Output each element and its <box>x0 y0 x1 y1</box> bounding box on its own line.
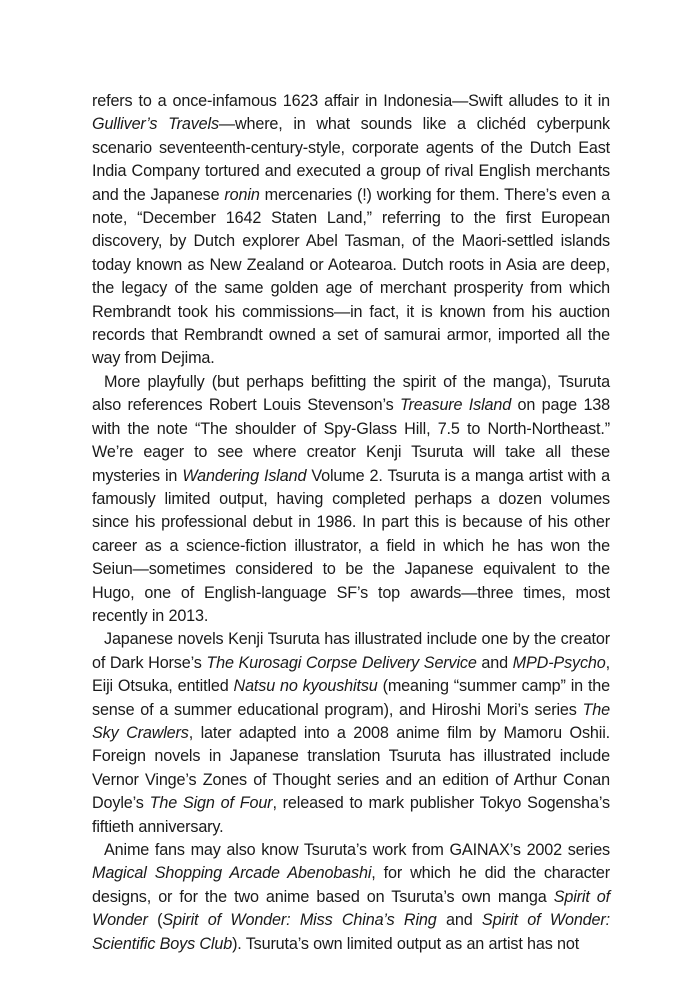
book-title: Wandering Island <box>182 466 307 485</box>
text-segment: , Eiji Otsuka, entitled <box>92 653 610 696</box>
book-title: The Sign of Four <box>149 794 273 813</box>
book-title: Treasure Island <box>400 396 512 415</box>
text-segment: refers to a once-infamous 1623 affair in Indonesia—Swift alludes to it in <box>92 92 610 110</box>
text-segment: and <box>436 911 482 930</box>
text-segment: Anime fans may also know Tsuruta’s work from GAINAX’s 2002 series <box>104 841 610 859</box>
text-segment: and <box>476 653 513 672</box>
text-segment: mercenaries (!) working for them. There’s even a note, “December 1642 Staten Land,” referring to the first European discovery, by Dutch explorer Abel Tasman, of the Maori-settled islands today known as New Zealand or Aotearoa. Dutch roots in Asia are deep, the legacy of the same golden age of merchant prosperity from which Rembrandt took his commissions—in fact, it is known from his auction records that Rembrandt owned a set of samurai armor, imported all the way from Dejima. <box>92 185 610 368</box>
text-segment: ( <box>147 911 163 930</box>
paragraph-4 <box>92 839 610 956</box>
book-title: The Kurosagi Corpse Delivery Service <box>206 653 477 672</box>
book-title: The Sky Crawlers <box>92 700 610 742</box>
text-segment: Japanese novels Kenji Tsuruta has illustrated include one by the creator of Dark Horse’s <box>92 630 610 672</box>
series-title: Magical Shopping Arcade Abenobashi <box>92 864 372 883</box>
text-segment: ). Tsuruta’s own limited output as an artist has not <box>232 934 580 953</box>
page-body <box>92 90 610 956</box>
text-segment: , later adapted into a 2008 anime film by Mamoru Oshii. Foreign novels in Japanese translation Tsuruta has illustrated include Vernor Vinge’s Zones of Thought series and an edition of Arthur Conan Doyle’s <box>92 723 610 813</box>
series-title: Spirit of Wonder: Miss China’s Ring <box>162 911 437 930</box>
book-title: Natsu no kyoushitsu <box>233 677 378 696</box>
text-segment: , released to mark publisher Tokyo Sogensha’s fiftieth anniversary. <box>92 794 610 836</box>
text-segment: —where, in what sounds like a clichéd cyberpunk scenario seventeenth-century-style, corporate agents of the Dutch East India Company tortured and executed a group of rival English merchants and the Japanese <box>92 115 610 204</box>
text-segment: Volume 2. Tsuruta is a manga artist with a famously limited output, having completed perhaps a dozen volumes since his professional debut in 1986. In part this is because of his other career as a science-fiction illustrator, a field in which he has won the Seiun—sometimes considered to be the Japanese equivalent to the Hugo, one of English-language SF’s top awards—three times, most recently in 2013. <box>92 466 610 625</box>
paragraph-1 <box>92 90 610 371</box>
text-segment: , for which he did the character designs, or for the two anime based on Tsuruta’s own manga <box>92 864 610 906</box>
paragraph-2 <box>92 371 610 628</box>
text-segment: on page 138 with the note “The shoulder of Spy-Glass Hill, 7.5 to North-Northeast.” We’re eager to see where creator Kenji Tsuruta will take all these mysteries in <box>92 396 610 485</box>
italic-term: ronin <box>224 185 260 204</box>
text-segment: More playfully (but perhaps befitting the spirit of the manga), Tsuruta also references Robert Louis Stevenson’s <box>92 372 610 415</box>
text-segment: (meaning “summer camp” in the sense of a summer educational program), and Hiroshi Mori’s series <box>92 677 610 719</box>
series-title: Spirit of Wonder: Scientific Boys Club <box>92 911 610 953</box>
book-title: MPD-Psycho <box>512 653 606 672</box>
paragraph-3 <box>92 628 610 839</box>
book-title: Gulliver’s Travels <box>92 115 219 134</box>
series-title: Spirit of Wonder <box>92 887 610 930</box>
